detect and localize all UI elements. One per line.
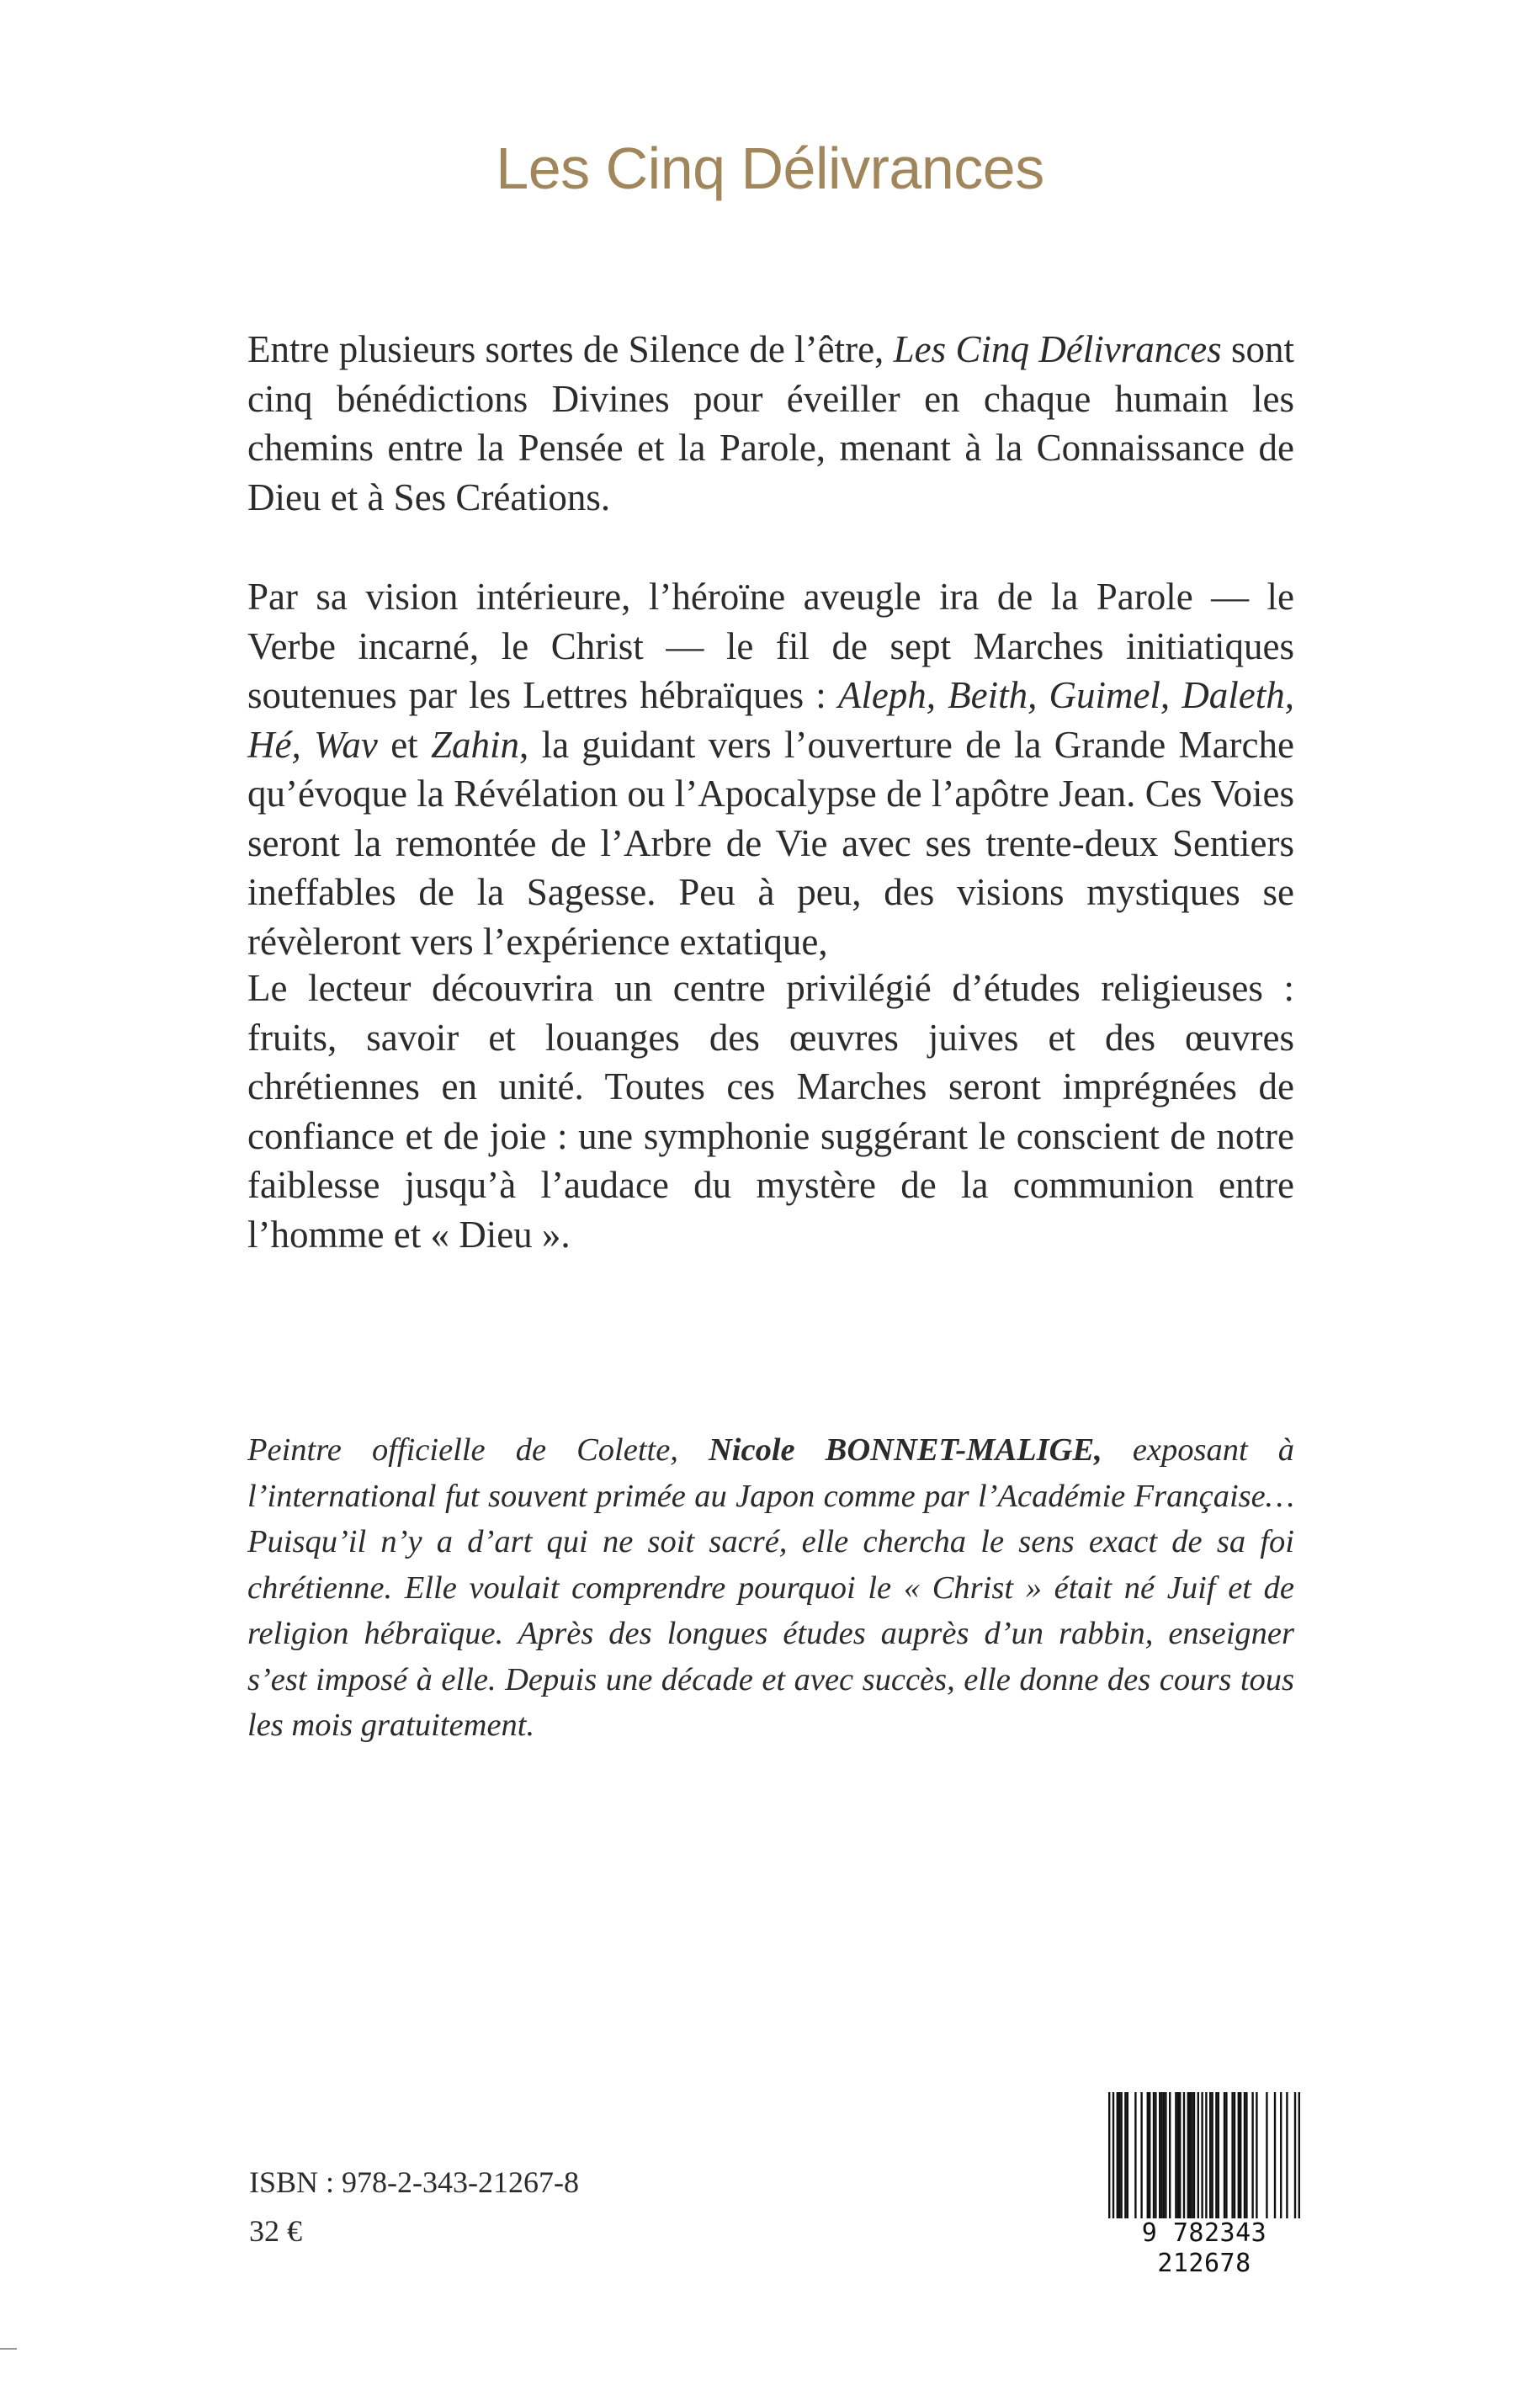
paragraph-1-book-title: Les Cinq Délivrances [893, 328, 1222, 370]
barcode-bar [1124, 2092, 1126, 2218]
barcode-bar [1183, 2092, 1185, 2218]
summary-paragraph-3: Le lecteur découvrira un centre privilégié d’études religieuses : fruits, savoir et louanges des œuvres juives et des œuvres chrétiennes en unité. Toutes ces Marches seront imprégnées de confiance et de joie : une symphonie suggérant le conscient de notre faiblesse jusqu’à l’audace du mystère de la communion entre l’homme et « Dieu ». [247, 967, 1294, 1256]
barcode-bar [1155, 2092, 1156, 2218]
barcode-bar [1256, 2092, 1257, 2218]
price-label: 32 € [249, 2214, 302, 2248]
paragraph-1-rest: sont cinq bénédictions Divines pour éveiller en chaque humain les chemins entre la Pensée et la Parole, menant à la Connaissance de Dieu et à Ses Créations. [247, 328, 1295, 518]
barcode-bar [1234, 2092, 1235, 2218]
summary-paragraph-1 [247, 325, 1294, 522]
barcode-bar [1160, 2092, 1162, 2218]
barcode-bar [1191, 2092, 1192, 2218]
barcode-bar [1175, 2092, 1176, 2218]
barcode-bar [1149, 2092, 1150, 2218]
barcode-bar [1274, 2092, 1276, 2218]
barcode-bar [1187, 2092, 1189, 2218]
barcode-bar [1189, 2092, 1191, 2218]
hebrew-letters-list: Aleph, Beith, Guimel, Daleth, Hé, Wav [247, 674, 1294, 766]
barcode-bar [1197, 2092, 1199, 2218]
barcode-bar [1205, 2092, 1207, 2232]
barcode-bar [1179, 2092, 1181, 2218]
barcode-bar [1147, 2092, 1149, 2218]
barcode-bar [1215, 2092, 1217, 2218]
paragraph-2-rest: , la guidant vers l’ouverture de la Grande Marche qu’évoque la Révélation ou l’Apocalypse de l’apôtre Jean. Ces Voies seront la remontée de l’Arbre de Vie avec ses trente-deux Sentiers ineffables de la Sagesse. Peu à peu, des visions mystiques se révèleront vers l’expérience extatique, [247, 723, 1294, 963]
author-bio-rest: exposant à l’international fut souvent primée au Japon comme par l’Académie Française… Puisqu’il n’y a d’art qui ne soit sacré, elle chercha le sens exact de sa foi chrétienne. Elle voulait comprendre pourquoi le « Christ » était né Juif et de religion hébraïque. Après des longues études auprès d’un rabbin, enseigner s’est imposé à elle. Depuis une décade et avec succès, elle donne des cours tous les mois gratuitement. [247, 1432, 1294, 1743]
paragraph-2-intro: Par sa vision intérieure, l’héroïne aveugle ira de la Parole — le Verbe incarné, le Christ — le fil de sept Marches initiatiques soutenues par les Lettres hébraïques : [247, 576, 1294, 716]
barcode-bar [1218, 2092, 1219, 2218]
barcode-bar [1238, 2092, 1240, 2218]
ean-barcode [1101, 2087, 1308, 2278]
barcode-bar [1193, 2092, 1195, 2218]
author-bio [247, 1427, 1294, 1749]
summary-paragraph-2 [247, 572, 1294, 966]
barcode-bar [1134, 2092, 1136, 2218]
barcode-bar [1240, 2092, 1241, 2218]
barcode-bar [1245, 2092, 1247, 2218]
author-name: Nicole BONNET-MALIGE, [708, 1432, 1102, 1468]
barcode-bar [1211, 2092, 1213, 2218]
barcode-bar [1201, 2092, 1203, 2232]
paragraph-2-conjunction: et [377, 723, 431, 766]
barcode-bar [1244, 2092, 1245, 2218]
barcode-bar [1177, 2092, 1179, 2218]
paragraph-1-intro: Entre plusieurs sortes de Silence de l’être, [247, 328, 894, 370]
barcode-bar [1225, 2092, 1227, 2218]
barcode-bar [1280, 2092, 1282, 2218]
hebrew-letter-zahin: Zahin [431, 723, 520, 766]
barcode-bar [1294, 2092, 1296, 2232]
barcode-bar [1153, 2092, 1155, 2218]
barcode-bar [1298, 2092, 1300, 2232]
barcode-bar [1163, 2092, 1165, 2218]
barcode-bar [1159, 2092, 1160, 2218]
barcode-bar [1224, 2092, 1225, 2218]
barcode-bar [1118, 2092, 1120, 2218]
barcode-bar [1209, 2092, 1211, 2218]
barcode-bar [1251, 2092, 1253, 2218]
barcode-bar [1266, 2092, 1267, 2218]
isbn-number: ISBN : 978-2-343-21267-8 [249, 2165, 579, 2199]
barcode-bar [1140, 2092, 1142, 2218]
barcode-bar [1120, 2092, 1122, 2218]
barcode-bar [1127, 2092, 1128, 2218]
barcode-bar [1108, 2092, 1110, 2232]
book-title: Les Cinq Délivrances [496, 135, 1044, 201]
crop-mark [0, 2348, 17, 2350]
author-bio-intro: Peintre officielle de Colette, [247, 1432, 709, 1468]
barcode-bar [1231, 2092, 1233, 2218]
barcode-bar [1117, 2092, 1118, 2218]
barcode-bar [1169, 2092, 1171, 2218]
barcode-bar [1286, 2092, 1288, 2218]
barcode-bar [1165, 2092, 1166, 2218]
barcode-digits: 9 782343 212678 [1101, 2218, 1308, 2279]
barcode-bar [1113, 2092, 1114, 2232]
